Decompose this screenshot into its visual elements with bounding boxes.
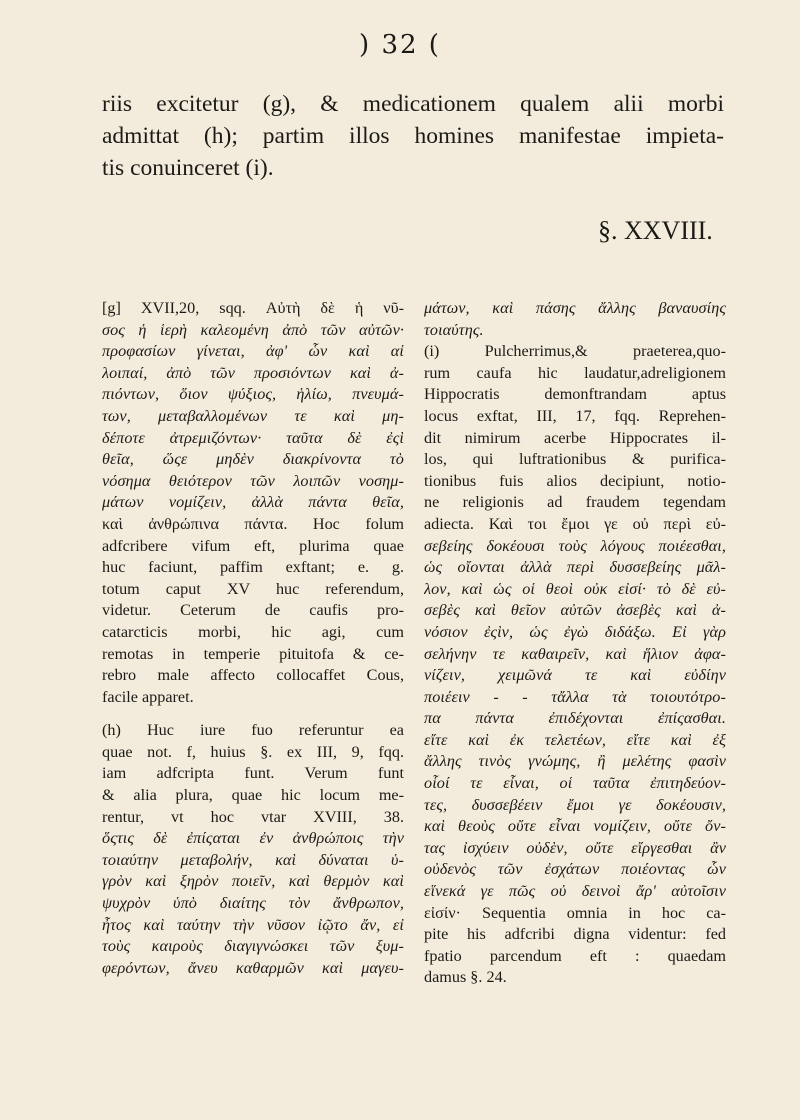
footnote-g-line: θεῖα, ὥςε μηδὲν διακρίνοντα τὸ xyxy=(102,450,404,469)
footnote-h-line: ψυχρὸν ὑπὸ διαίτης τὸν ἄνθρωπον, xyxy=(102,894,404,913)
intro-line: tis conuinceret (i). xyxy=(102,155,274,181)
footnote-i-line: ne religionis ad fraudem tegendam xyxy=(424,493,726,512)
footnote-column-right xyxy=(424,298,726,989)
footnote-g-line: adfcribere vifum eft, plurima quae xyxy=(102,536,404,555)
footnote-i-line: los, qui luftrationibus & purifica- xyxy=(424,450,726,469)
intro-paragraph xyxy=(102,88,724,184)
footnote-i-line: εἰσίν· Sequentia omnia in hoc ca- xyxy=(424,903,726,922)
footnote-column-left xyxy=(102,298,404,979)
footnote-i-line: οἷοί τε εἶναι, οἱ ταῦτα ἐπιτηδεύον- xyxy=(424,774,726,793)
footnote-h-line: τοὺς καιροὺς διαγιγνώσκει τῶν ξυμ- xyxy=(102,937,404,956)
footnote-g-line: rebro male affecto collocaffet Cous, xyxy=(102,666,404,685)
footnote-i-line: εἴτε καὶ ἐκ τελετέων, εἴτε καὶ ἐξ xyxy=(424,730,726,749)
footnote-g-line: videtur. Ceterum de caufis pro- xyxy=(102,601,404,620)
footnote-h-line: γρὸν καὶ ξηρὸν ποιεῖν, καὶ θερμὸν καὶ xyxy=(102,872,404,891)
footnote-g-line: σος ἡ ἱερὴ καλεομένη ἀπὸ τῶν αὐτῶν· xyxy=(102,320,404,339)
footnote-g-line: totum caput XV huc referendum, xyxy=(102,579,404,598)
footnote-h-line: ὅςτις δὲ ἐπίςαται ἐν ἀνθρώποις τὴν xyxy=(102,829,404,848)
footnote-i-line: tionibus fuis alios decipiunt, notio- xyxy=(424,471,726,490)
footnote-i-line: τας ἰσχύειν οὐδὲν, οὔτε εἴργεσθαι ἂν xyxy=(424,838,726,857)
footnote-h-line: & alia plura, quae hic locum me- xyxy=(102,786,404,805)
footnote-i-line: rum caufa hic laudatur,adreligionem xyxy=(424,363,726,382)
footnote-i-line: λον, καὶ ὡς οἱ θεοὶ οὐκ εἰσί· τὸ δὲ εὐ- xyxy=(424,579,726,598)
footnote-i-line: σεβείης δοκέουσι τοὺς λόγους ποιέεσθαι, xyxy=(424,536,726,555)
footnote-i-line: adiecta. Καὶ τοι ἔμοι γε οὐ περὶ εὐ- xyxy=(424,514,726,533)
footnote-g-line: remotas in temperie pituitofa & ce- xyxy=(102,644,404,663)
footnote-g-continued-line: τοιαύτης. xyxy=(424,320,484,339)
footnote-h-line: (h) Huc iure fuo referuntur ea xyxy=(102,721,404,740)
footnote-h-line: quae not. f, huius §. ex III, 9, fqq. xyxy=(102,742,404,761)
footnote-i-line: πα πάντα ἐπιδέχονται ἐπίςασθαι. xyxy=(424,709,726,728)
footnote-i-line: σεβὲς καὶ θεῖον αὐτῶν ἀσεβὲς καὶ ἀ- xyxy=(424,601,726,620)
footnote-g-line: καὶ ἀνθρώπινα πάντα. Hoc folum xyxy=(102,514,404,533)
footnote-i-line: ὡς οἴονται ἀλλὰ περὶ δυσσεβείης μᾶλ- xyxy=(424,558,726,577)
footnote-i-line: εἵνεκά γε πῶς οὐ δεινοὶ ἄρ' αὐτοῖσιν xyxy=(424,882,726,901)
footnote-h-line: τοιαύτην μεταβολήν, καὶ δύναται ὑ- xyxy=(102,850,404,869)
footnote-i-line: τες, δυσσεβέειν ἔμοι γε δοκέουσιν, xyxy=(424,795,726,814)
footnote-g-line: νόσημα θειότερον τῶν λοιπῶν νοσημ- xyxy=(102,471,404,490)
footnote-g-line: huc faciunt, paffim exftant; e. g. xyxy=(102,558,404,577)
footnote-g-line: πιόντων, ὅιον ψύξιος, ἡλίω, πνευμά- xyxy=(102,385,404,404)
footnote-i-line: Hippocratis demonftrandam aptus xyxy=(424,385,726,404)
footnote-h-line: iam adfcripta funt. Verum funt xyxy=(102,764,404,783)
footnote-i-line: fpatio parcendum eft : quaedam xyxy=(424,946,726,965)
footnote-i-line: νόσιον ἐςὶν, ὡς ἐγὼ διδάξω. Εἰ γὰρ xyxy=(424,622,726,641)
footnote-i-line: ποιέειν - - τἄλλα τὰ τοιουτότρο- xyxy=(424,687,726,706)
footnote-i-line: νίζειν, χειμῶνά τε καὶ εὐδίην xyxy=(424,666,726,685)
footnote-i-line: (i) Pulcherrimus,& praeterea,quo- xyxy=(424,342,726,361)
footnote-i-line: ἄλλης τινὸς γνώμης, ἢ μελέτης φασὶν xyxy=(424,752,726,771)
footnote-i-line: σελήνην τε καθαιρεῖν, καὶ ἥλιον ἀφα- xyxy=(424,644,726,663)
footnote-g-line: λοιπαί, ἀπὸ τῶν προσιόντων καὶ ἀ- xyxy=(102,363,404,382)
footnote-i-line: damus §. 24. xyxy=(424,968,507,987)
page-number: ) 32 ( xyxy=(359,30,441,60)
intro-line: riis excitetur (g), & medicationem qualem alii morbi xyxy=(102,91,724,117)
footnote-i-line: pite his adfcribi digna videntur: fed xyxy=(424,925,726,944)
footnote-g-line: facile apparet. xyxy=(102,687,194,706)
footnote-h-line: rentur, vt hoc vtar XVIII, 38. xyxy=(102,807,404,826)
footnote-i-line: locus exftat, III, 17, fqq. Reprehen- xyxy=(424,406,726,425)
section-heading: §. XXVIII. xyxy=(598,216,713,245)
footnote-g-continued-line: μάτων, καὶ πάσης ἄλλης βαναυσίης xyxy=(424,299,726,317)
footnote-g-line: [g] XVII,20, sqq. Αὐτὴ δὲ ἡ νῦ- xyxy=(102,299,404,317)
footnote-i-line: οὐδενὸς τῶν ἐσχάτων ποιέοντας ὧν xyxy=(424,860,726,879)
footnote-g-line: προφασίων γίνεται, ἀφ' ὧν καὶ αἱ xyxy=(102,342,404,361)
footnote-g-line: catarcticis morbi, hic agi, cum xyxy=(102,622,404,641)
footnote-g-line: δέποτε ἀτρεμιζόντων· ταῦτα δὲ ἐςὶ xyxy=(102,428,404,447)
footnote-i-line: καὶ θεοὺς οὔτε εἶναι νομίζειν, οὔτε ὄν- xyxy=(424,817,726,836)
footnote-i-line: dit nimirum acerbe Hippocrates il- xyxy=(424,428,726,447)
intro-line: admittat (h); partim illos homines manifestae impieta- xyxy=(102,123,724,149)
footnote-g-line: των, μεταβαλλομένων τε καὶ μη- xyxy=(102,406,404,425)
footnote-g-line: μάτων νομίζειν, ἀλλὰ πάντα θεῖα, xyxy=(102,493,404,512)
footnote-h-line: φερόντων, ἄνευ καθαρμῶν καὶ μαγευ- xyxy=(102,958,404,977)
footnote-h-line: ἦτος καὶ ταύτην τὴν νῦσον ἰῷτο ἄν, εἰ xyxy=(102,915,404,934)
